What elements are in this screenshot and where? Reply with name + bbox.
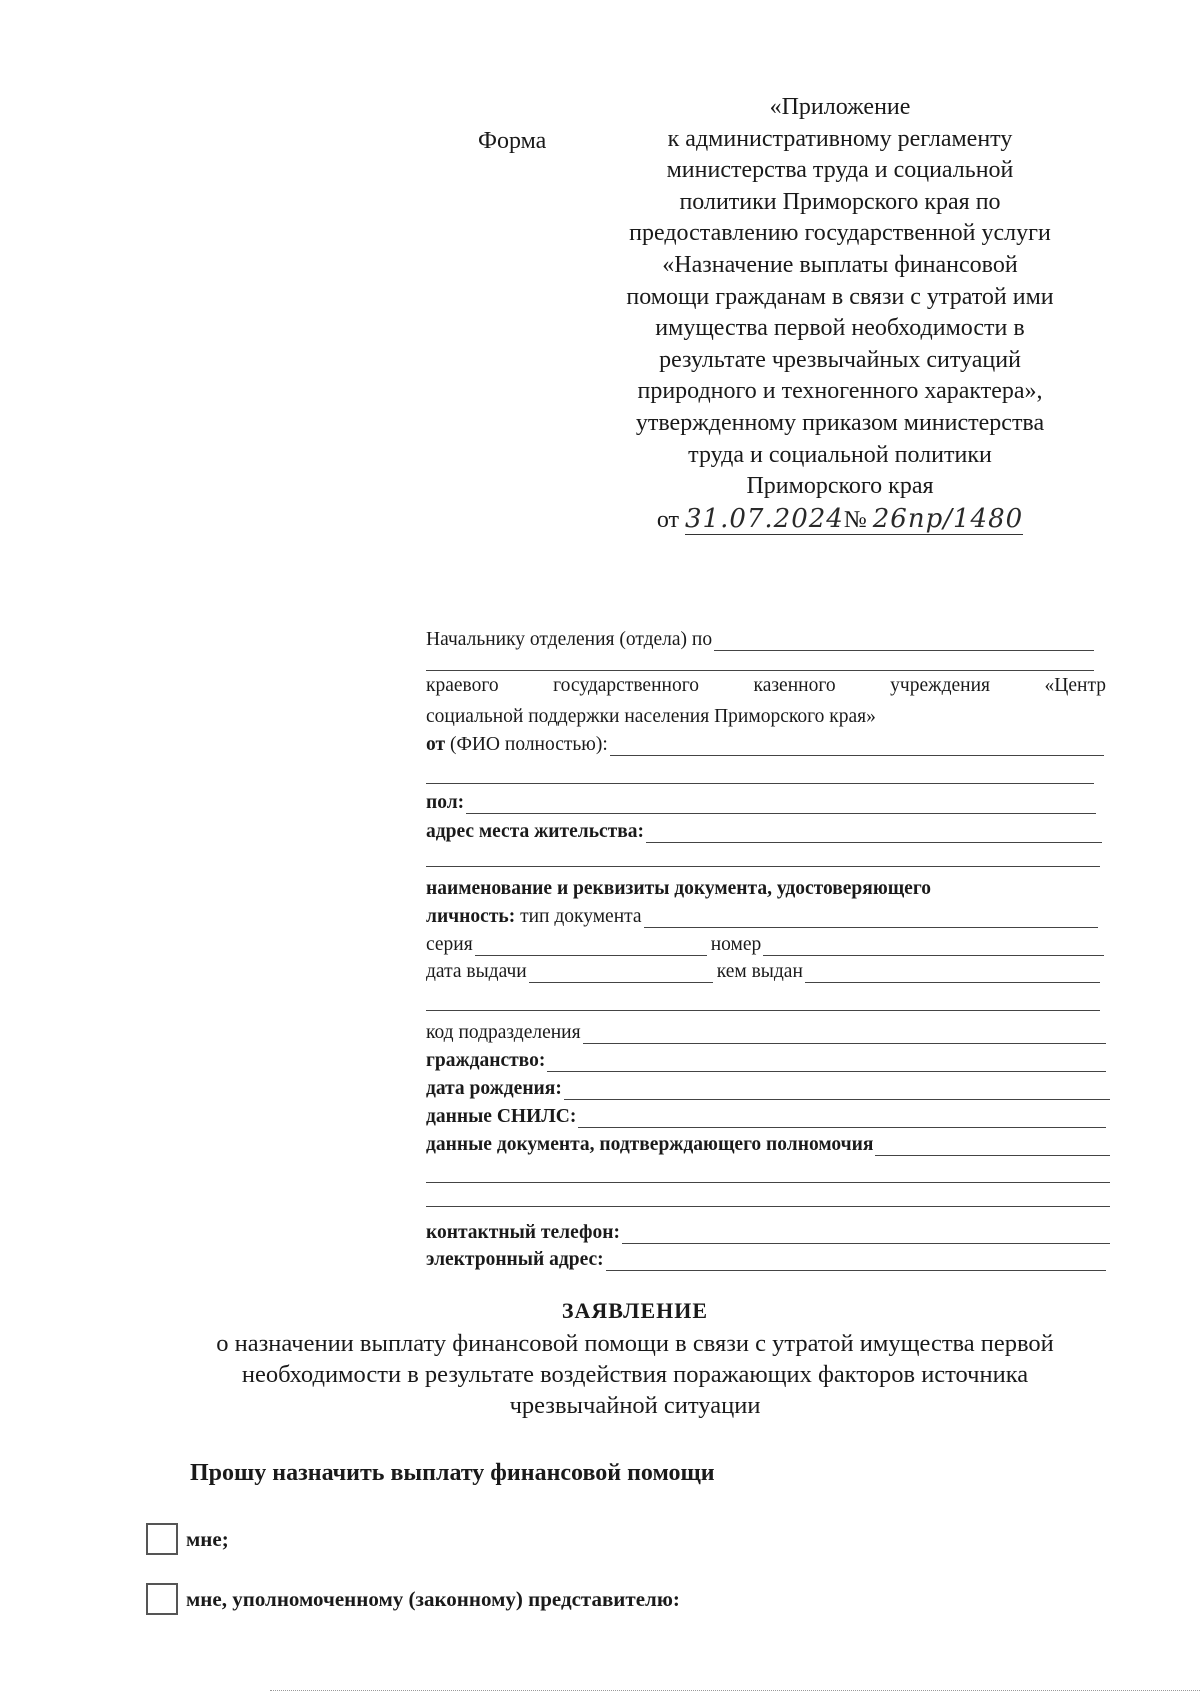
address-row xyxy=(426,815,1102,843)
handwritten-date: 31.07.2024 xyxy=(684,503,844,534)
series-label: серия xyxy=(426,934,473,955)
snils-field[interactable] xyxy=(578,1109,1106,1128)
address-field-continued[interactable] xyxy=(426,866,1100,867)
issued-by-label: кем выдан xyxy=(716,961,803,982)
full-name-field-continued[interactable] xyxy=(426,783,1094,784)
to-field-continued[interactable] xyxy=(426,670,1094,671)
subtitle-line: о назначении выплату финансовой помощи в связи с утратой имущества первой xyxy=(216,1330,1054,1357)
handwritten-number: 26пр/1480 xyxy=(872,503,1024,534)
issue-date-field[interactable] xyxy=(529,964,713,983)
institution-line-1: краевого государственного казенного учреждения «Центр xyxy=(426,675,1106,696)
authority-doc-field-continued[interactable] xyxy=(426,1182,1110,1183)
issue-date-label: дата выдачи xyxy=(426,961,527,982)
snils-row xyxy=(426,1100,1106,1128)
application-subtitle xyxy=(140,1328,1130,1421)
id-doc-type-row xyxy=(426,900,1098,928)
appendix-line: помощи гражданам в связи с утратой ими xyxy=(626,283,1054,310)
sex-row xyxy=(426,786,1096,814)
doc-type-label: тип документа xyxy=(520,906,642,927)
appendix-line: труда и социальной политики xyxy=(688,441,992,468)
doc-type-field[interactable] xyxy=(644,909,1098,928)
form-label: Форма xyxy=(478,128,547,154)
number-field[interactable] xyxy=(763,937,1104,956)
birth-date-row xyxy=(426,1072,1110,1100)
page-bottom-rule xyxy=(270,1690,1200,1691)
appendix-line: утвержденному приказом министерства xyxy=(635,409,1045,436)
subtitle-line: необходимости в результате воздействия поражающих факторов источника xyxy=(241,1361,1029,1388)
appendix-line: к административному регламенту xyxy=(667,125,1013,152)
issued-by-field-continued[interactable] xyxy=(426,1010,1100,1011)
phone-field[interactable] xyxy=(622,1225,1110,1244)
application-title: ЗАЯВЛЕНИЕ xyxy=(561,1298,709,1323)
authority-doc-field-continued[interactable] xyxy=(426,1206,1110,1207)
series-number-row xyxy=(426,928,1104,956)
applicant-form xyxy=(426,0,1114,1698)
institution-name: социальной поддержки населения Приморского края» xyxy=(426,706,876,727)
full-name-field[interactable] xyxy=(610,737,1104,756)
authority-doc-label: данные документа, подтверждающего полномочия xyxy=(426,1134,874,1155)
appendix-line: политики Приморского края по xyxy=(679,188,1001,215)
birth-date-label: дата рождения: xyxy=(426,1078,562,1099)
checkbox[interactable] xyxy=(146,1523,178,1555)
institution-line-2 xyxy=(426,700,1114,728)
checkbox[interactable] xyxy=(146,1583,178,1615)
division-code-row xyxy=(426,1016,1106,1044)
from-hint: (ФИО полностью): xyxy=(449,734,608,755)
appendix-line: природного и техногенного характера», xyxy=(637,378,1043,405)
address-field[interactable] xyxy=(646,824,1102,843)
option-self[interactable] xyxy=(146,1523,229,1555)
appendix-line: Приморского края xyxy=(746,473,934,500)
number-sign: № xyxy=(843,506,867,533)
citizenship-row xyxy=(426,1044,1106,1072)
email-field[interactable] xyxy=(606,1252,1106,1271)
appendix-line: имущества первой необходимости в xyxy=(655,315,1025,342)
citizenship-field[interactable] xyxy=(547,1053,1106,1072)
to-field[interactable] xyxy=(714,632,1094,651)
appendix-line: «Приложение xyxy=(769,94,911,120)
from-row xyxy=(426,728,1104,756)
email-label: электронный адрес: xyxy=(426,1249,604,1270)
email-row xyxy=(426,1243,1106,1271)
subtitle-line: чрезвычайной ситуации xyxy=(509,1392,761,1419)
request-text: Прошу назначить выплату финансовой помощи xyxy=(190,1460,715,1486)
snils-label: данные СНИЛС: xyxy=(426,1106,577,1127)
phone-row xyxy=(426,1216,1110,1244)
sex-label: пол: xyxy=(426,792,465,813)
issued-by-field[interactable] xyxy=(805,964,1100,983)
number-label: номер xyxy=(710,934,762,955)
division-code-label: код подразделения xyxy=(426,1022,581,1043)
address-label: адрес места жительства: xyxy=(426,821,645,842)
appendix-line: «Назначение выплаты финансовой xyxy=(662,251,1018,278)
appendix-line: предоставлению государственной услуги xyxy=(629,220,1051,247)
from-prefix: от xyxy=(656,506,679,533)
authority-doc-row xyxy=(426,1128,1110,1156)
division-code-field[interactable] xyxy=(583,1025,1106,1044)
issue-row xyxy=(426,955,1100,983)
appendix-line: министерства труда и социальной xyxy=(666,157,1014,184)
to-row xyxy=(426,623,1094,651)
sex-field[interactable] xyxy=(466,795,1096,814)
id-doc-title-row xyxy=(426,872,1114,900)
option-label: мне, уполномоченному (законному) представителю: xyxy=(186,1586,680,1611)
id-doc-title: наименование и реквизиты документа, удостоверяющего xyxy=(426,878,931,899)
phone-label: контактный телефон: xyxy=(426,1222,620,1243)
id-doc-label: личность: xyxy=(426,906,516,927)
citizenship-label: гражданство: xyxy=(426,1050,546,1071)
authority-doc-field[interactable] xyxy=(875,1137,1110,1156)
from-label: от xyxy=(426,734,446,755)
series-field[interactable] xyxy=(475,937,707,956)
appendix-line: результате чрезвычайных ситуаций xyxy=(659,346,1021,373)
option-label: мне; xyxy=(186,1526,229,1551)
option-representative[interactable] xyxy=(146,1583,680,1615)
to-label: Начальнику отделения (отдела) по xyxy=(426,629,713,650)
birth-date-field[interactable] xyxy=(564,1081,1110,1100)
